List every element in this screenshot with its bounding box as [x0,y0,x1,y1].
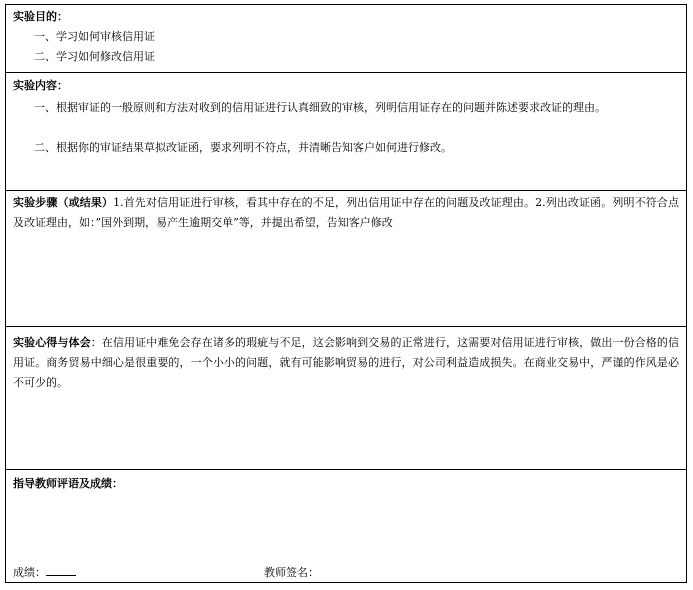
reflection-section [6,327,686,470]
content-paragraph: 一、根据审证的一般原则和方法对收到的信用证进行认真细致的审核，列明信用证存在的问题并陈述要求改证的理由。 [34,101,606,114]
steps-block [13,193,679,233]
experiment-report-table [5,4,687,583]
reflection-text: ：在信用证中难免会存在诸多的瑕疵与不足，这会影响到交易的正常进行，这需要对信用证进行审核，做出一份合格的信用证。商务贸易中细心是很重要的，一个小小的问题，就有可能影响贸易的进行，对公司利益造成损失。在商业交易中，严谨的作风是必不可少的。 [13,336,680,389]
evaluation-heading: 指导教师评语及成绩： [13,477,123,490]
content-heading: 实验内容： [13,79,68,92]
steps-heading: 实验步骤（或结果） [13,196,114,209]
score-label: 成绩： [13,566,46,579]
objective-item: 二、学习如何修改信用证 [34,50,155,63]
steps-text: 1.首先对信用证进行审核，看其中存在的不足，列出信用证中存在的问题及改证理由。2.列出改证函。列明不符合点及改证理由，如：”国外到期，易产生逾期交单”等，并提出希望，告知客户修改 [13,196,679,229]
score-row [13,564,76,582]
steps-section [6,191,686,327]
objective-heading: 实验目的： [13,10,68,23]
objective-item: 一、学习如何审核信用证 [34,30,155,43]
content-paragraph: 二、根据你的审证结果草拟改证函，要求列明不符点，并清晰告知客户如何进行修改。 [34,141,452,154]
signature-label: 教师签名： [264,566,319,579]
objective-section [6,5,686,73]
reflection-heading: 实验心得与体会 [13,336,91,349]
reflection-block [13,333,679,393]
evaluation-section [6,470,686,584]
content-section [6,73,686,191]
score-blank[interactable] [46,564,76,576]
